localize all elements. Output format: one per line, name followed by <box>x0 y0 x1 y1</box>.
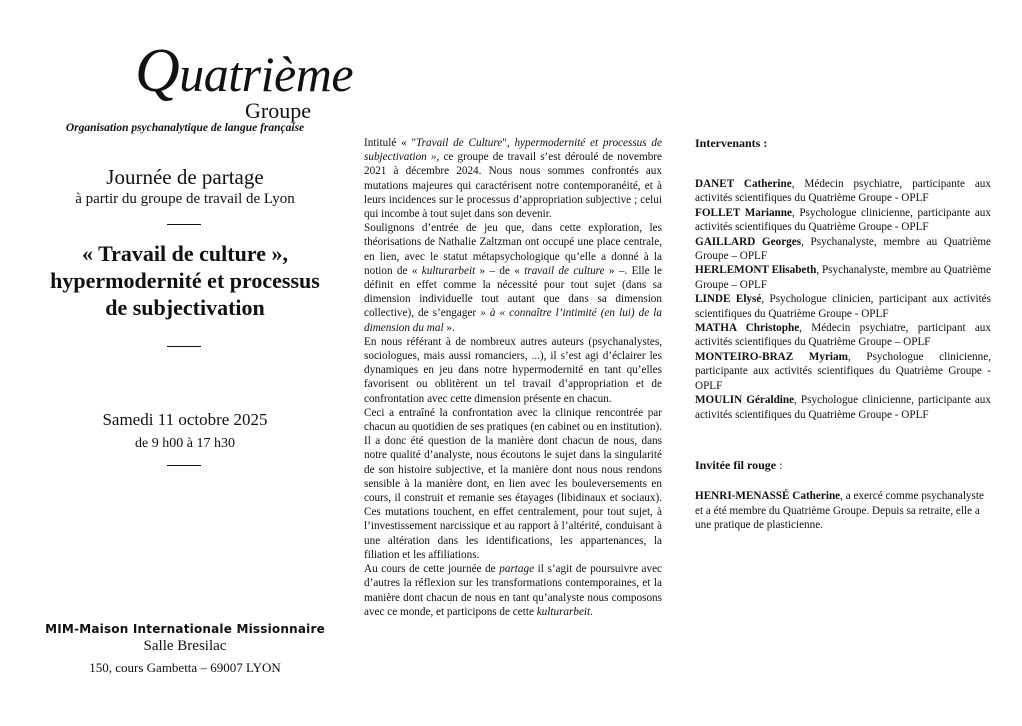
title-line-2: hypermodernité et processus <box>50 268 320 293</box>
logo-groupe: Groupe <box>245 98 311 123</box>
left-column <box>40 0 354 726</box>
logo-initial: Q <box>135 37 180 105</box>
event-date: Samedi 11 octobre 2025 <box>102 410 268 429</box>
paragraph-1: Intitulé « "Travail de Culture", hypermodernité et processus de subjectivation », ce groupe de travail s’est déroulé de novembre 2021 à décembre 2024. Nous nous sommes confrontés aux mutations majeures qui caractérisent notre contemporanéité, et à leurs incidences sur le processus d’appropriation subjective ; celui qui incombe à tout sujet dans son devenir. <box>364 137 662 221</box>
separator-1 <box>167 224 201 225</box>
logo-rest: uatrième <box>179 46 354 102</box>
speakers-column <box>695 136 991 533</box>
speaker-item: MATHA Christophe, Médecin psychiatre, participant aux activités scientifiques du Quatrième Groupe – OPLF <box>695 322 991 349</box>
speaker-item: GAILLARD Georges, Psychanalyste, membre au Quatrième Groupe – OPLF <box>695 235 992 263</box>
description-column <box>364 136 662 619</box>
speaker-list <box>695 177 991 422</box>
event-type: Journée de partage <box>106 165 264 189</box>
paragraph-2: Soulignons d’entrée de jeu que, dans cette exploration, les théorisations de Nathalie Zaltzman ont occupé une place centrale, en lien, avec le statut métapsychologique qu’elle a donné à la notion de « kulturarbeit » – de « travail de culture » –. Elle le définit en effet comme la nécessité pour tout sujet (dans sa dimension individuelle tout autant que dans sa dimension collective), de s’engager » à « connaître l’intimité (en lui) de la dimension du mal ». <box>364 222 663 334</box>
paragraph-3: En nous référant à de nombreux autres auteurs (psychanalystes, sociologues, mais aussi romanciers, ...), il s’est agi d’éclairer les dynamiques en jeu dans notre hypermodernité en tant qu’elles favorisent ou oblitèrent un tel travail d’appropriation et de confrontation avec cette dimension présente en chacun. <box>364 335 662 405</box>
invitee-text: HENRI-MENASSÉ Catherine, a exercé comme psychanalyste et a été membre du Quatrième Groupe. Depuis sa retraite, elle a une pratique de plasticienne. <box>695 489 984 532</box>
paragraph-4: Ceci a entraîné la confrontation avec la clinique rencontrée par chacun au quotidien de ses pratiques (en cabinet ou en institution). Il a donc été question de la manière dont chacun de nous, dans notre qualité d’analyste, nous écoutons le sujet dans la singularité de son histoire subjective, et la manière dont nous nous rendons sensible à la manière dont, en lien avec les bouleversements en cours, il construit et remanie ses étayages (libidinaux et sociaux). Ces mutations touchent, en effet centralement, pour tout sujet, à l’investissement narcissique et au rapport à l’altérité, conduisant à une altération dans les identifications, les appartenances, la filiation et les affiliations. <box>364 406 662 561</box>
speaker-item: DANET Catherine, Médecin psychiatre, participante aux activités scientifiques du Quatrième Groupe - OPLF <box>695 178 991 205</box>
event-subtitle: à partir du groupe de travail de Lyon <box>75 191 295 207</box>
speaker-item: LINDE Elysé, Psychologue clinicien, participant aux activités scientifiques du Quatrième Groupe - OPLF <box>695 293 991 320</box>
separator-2 <box>167 346 201 347</box>
venue-address: 150, cours Gambetta – 69007 LYON <box>89 660 281 675</box>
quatrieme-logo <box>135 37 354 105</box>
paragraph-5: Au cours de cette journée de partage il s’agit de poursuivre avec d’autres la réflexion sur les transformations contemporaines, et la manière dont chacun de nous en tant qu’analyste nous composons avec ce monde, et participons de cette kulturarbeit. <box>364 563 662 618</box>
speaker-item: MONTEIRO-BRAZ Myriam, Psychologue clinicienne, participante aux activités scientifiques du Quatrième Groupe - OPLF <box>695 350 991 392</box>
event-hours: de 9 h00 à 17 h30 <box>135 436 235 451</box>
venue-room: Salle Bresilac <box>143 638 227 654</box>
title-line-3: de subjectivation <box>105 295 265 320</box>
invitee-heading: Invitée fil rouge : <box>695 457 783 472</box>
separator-3 <box>167 465 201 466</box>
organisation-name: Organisation psychanalytique de langue française <box>65 122 305 134</box>
title-line-1: « Travail de culture », <box>82 241 288 266</box>
speaker-item: FOLLET Marianne, Psychologue clinicienne, participante aux activités scientifiques du Quatrième Groupe - OPLF <box>695 206 991 234</box>
speaker-item: HERLEMONT Elisabeth, Psychanalyste, membre au Quatrième Groupe – OPLF <box>695 264 991 291</box>
venue-name: MIM-Maison Internationale Missionnaire <box>45 622 325 636</box>
speaker-item: MOULIN Géraldine, Psychologue clinicienne, participante aux activités scientifiques du Quatrième Groupe - OPLF <box>695 394 991 421</box>
intervenants-heading: Intervenants : <box>695 136 768 150</box>
event-title <box>40 240 330 321</box>
